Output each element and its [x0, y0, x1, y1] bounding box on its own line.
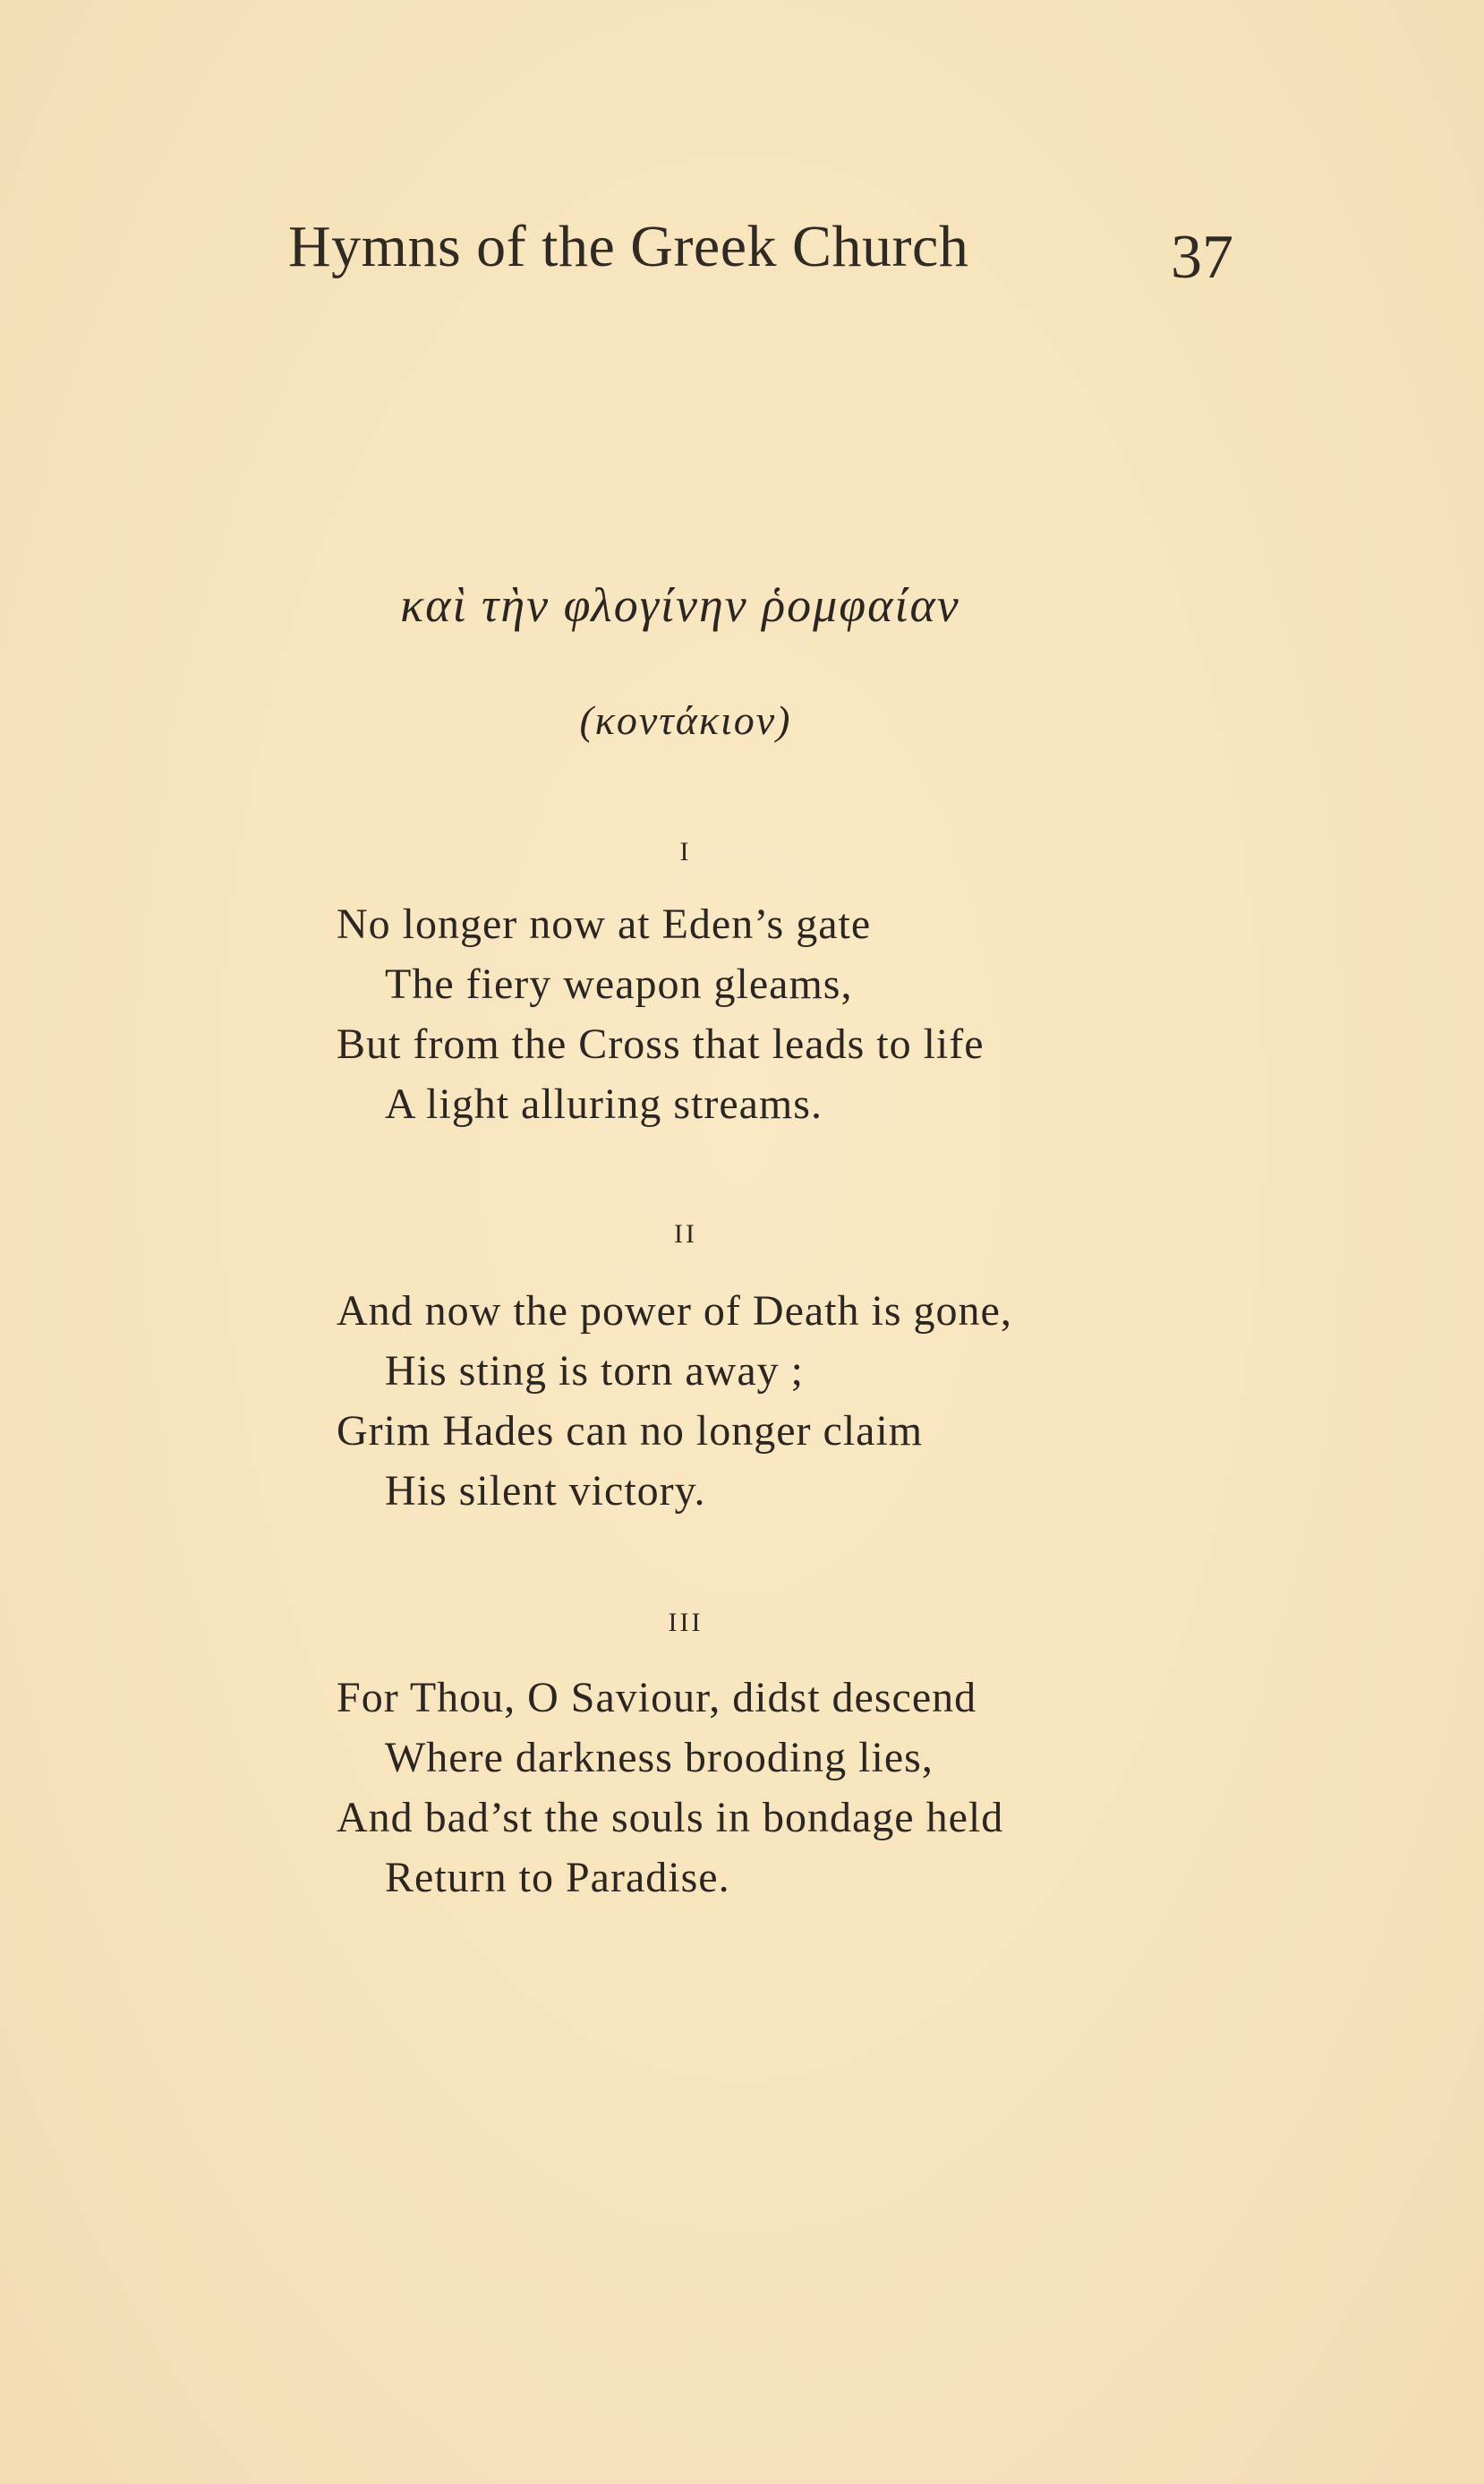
stanza-1-line-1: No longer now at Eden’s gate	[337, 901, 872, 948]
stanza-2-line-4: His silent victory.	[385, 1467, 706, 1515]
page-number: 37	[1171, 223, 1233, 292]
stanza-3-numeral: III	[668, 1608, 704, 1637]
stanza-3-line-4: Return to Paradise.	[385, 1854, 730, 1901]
stanza-1-line-4: A light alluring streams.	[385, 1080, 823, 1128]
running-title: Hymns of the Greek Church	[288, 214, 969, 279]
stanza-2-line-2: His sting is torn away ;	[385, 1347, 804, 1395]
stanza-3-line-3: And bad’st the souls in bondage held	[337, 1794, 1004, 1841]
stanza-2-line-3: Grim Hades can no longer claim	[337, 1407, 924, 1455]
stanza-2-line-1: And now the power of Death is gone,	[337, 1287, 1012, 1335]
stanza-1-line-2: The fiery weapon gleams,	[385, 960, 853, 1008]
hymn-greek-title: καὶ τὴν φλογίνην ῥομφαίαν	[400, 578, 960, 632]
stanza-2-numeral: II	[674, 1219, 697, 1249]
stanza-3-line-2: Where darkness brooding lies,	[385, 1734, 934, 1781]
stanza-1-numeral: I	[679, 837, 692, 866]
stanza-1-line-3: But from the Cross that leads to life	[337, 1020, 985, 1068]
stanza-3-line-1: For Thou, O Saviour, didst descend	[337, 1674, 977, 1721]
hymn-greek-subtitle: (κοντάκιον)	[579, 697, 792, 743]
